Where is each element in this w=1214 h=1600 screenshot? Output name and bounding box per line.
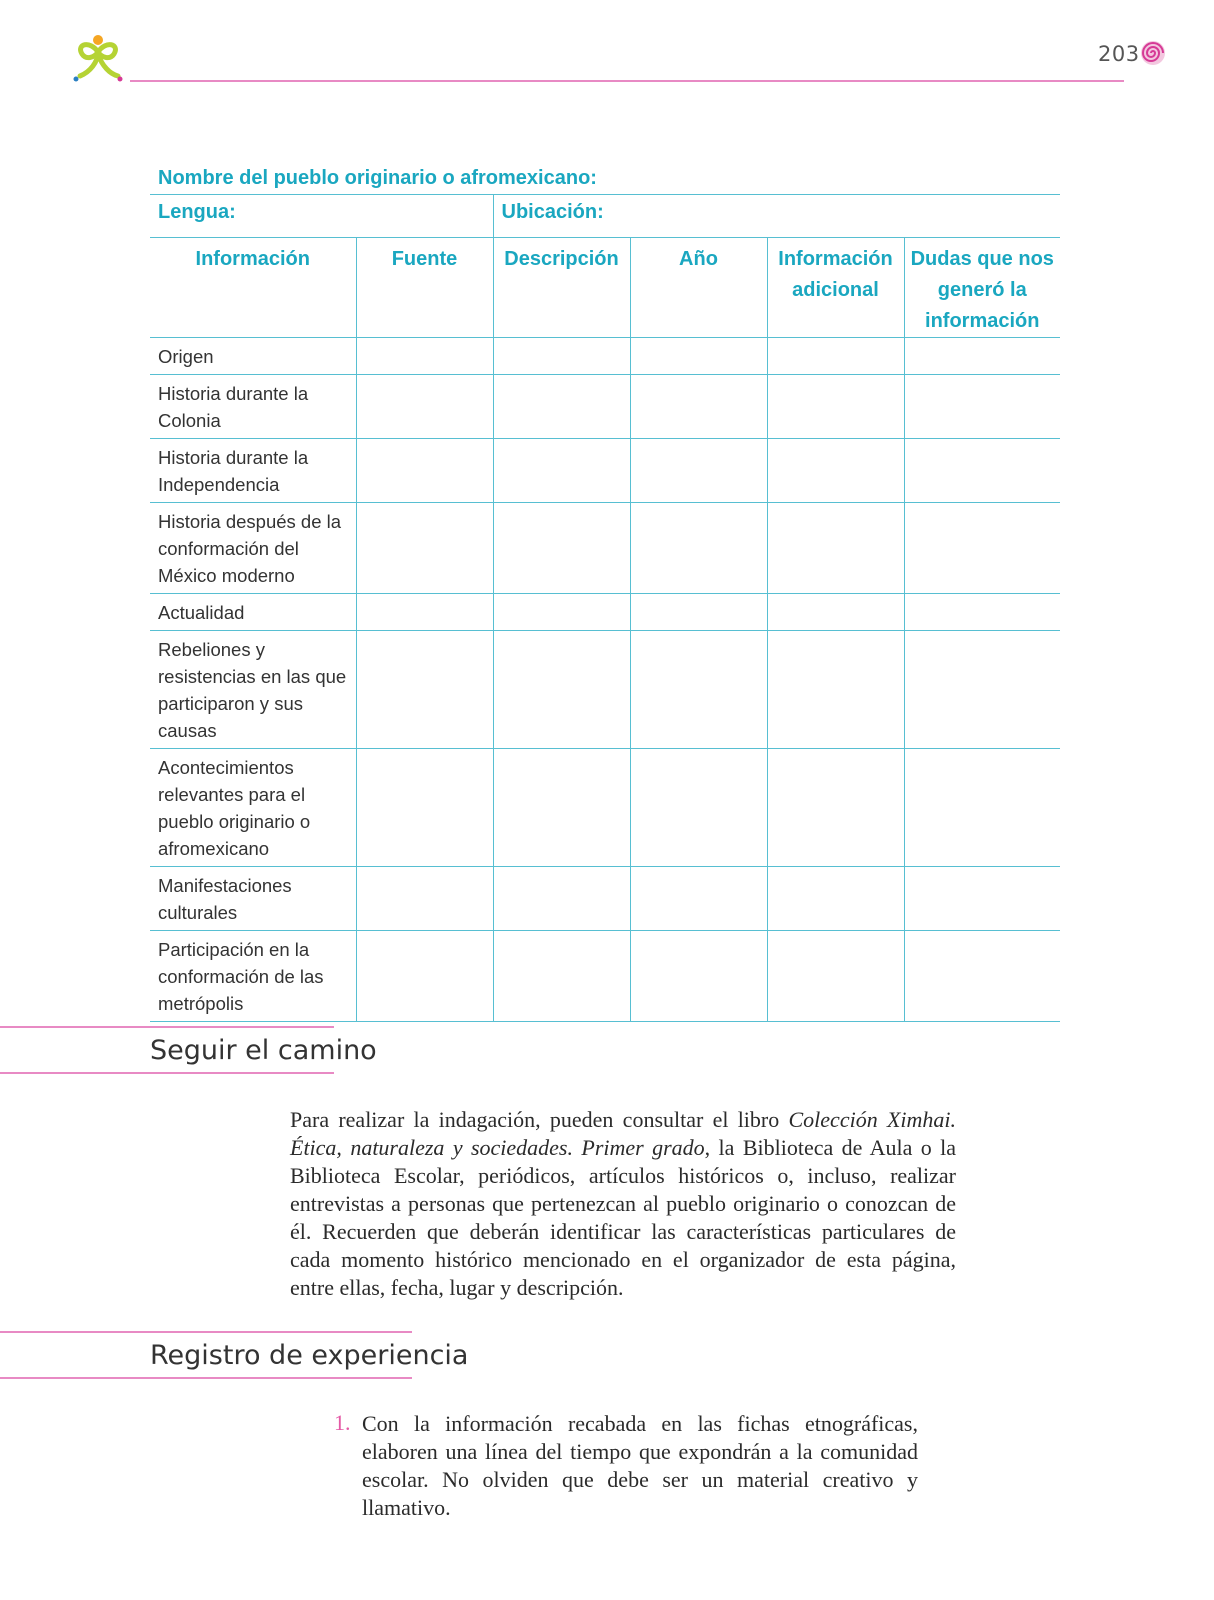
row-label: Manifestaciones culturales [150,867,356,931]
table-cell[interactable] [356,931,493,1022]
column-header: Descripción [493,238,630,338]
table-cell[interactable] [493,749,630,867]
table-cell[interactable] [767,439,904,503]
table-cell[interactable] [493,375,630,439]
registro-section-header [0,1331,469,1381]
seguir-text-end: , la Biblioteca de Aula o la Biblioteca Escolar, periódicos, artículos históricos o, incluso, realizar entrevistas a personas que pertenezcan al pueblo originario o conozcan de él. Recuerden que deberán identificar las características particulares de cada momento histórico mencionado en el organizador de esta página, entre ellas, fecha, lugar y descripción. [290,1135,956,1300]
table-cell[interactable] [356,503,493,594]
table-cell[interactable] [493,867,630,931]
table-row [150,338,1060,375]
table-cell[interactable] [356,375,493,439]
table-cell[interactable] [904,594,1060,631]
organizer-grid [150,195,1060,1022]
column-header: Dudas que nos generó la información [904,238,1060,338]
organizer-title: Nombre del pueblo originario o afromexicano: [150,160,1060,195]
organizer-table [150,160,1060,1022]
spiral-ornament-icon [1138,38,1168,68]
registro-title: Registro de experiencia [150,1340,469,1371]
table-cell[interactable] [356,439,493,503]
table-cell[interactable] [630,375,767,439]
column-header: Fuente [356,238,493,338]
table-row [150,594,1060,631]
table-cell[interactable] [767,594,904,631]
registro-item-text: Con la información recabada en las fichas etnográficas, elaboren una línea del tiempo que expondrán a la comunidad escolar. No olviden que debe ser un material creativo y llamativo. [362,1411,918,1520]
table-cell[interactable] [767,631,904,749]
table-cell[interactable] [904,631,1060,749]
table-row [150,749,1060,867]
table-cell[interactable] [493,931,630,1022]
seguir-section-header [0,1026,377,1076]
row-label: Historia después de la conformación del México moderno [150,503,356,594]
seguir-title: Seguir el camino [150,1035,377,1066]
flower-logo-icon [70,32,126,88]
row-label: Acontecimientos relevantes para el pueblo originario o afromexicano [150,749,356,867]
table-cell[interactable] [356,631,493,749]
table-row [150,867,1060,931]
table-cell[interactable] [630,594,767,631]
row-label: Historia durante la Independencia [150,439,356,503]
table-cell[interactable] [630,931,767,1022]
column-header: Información [150,238,356,338]
table-cell[interactable] [630,503,767,594]
table-cell[interactable] [904,375,1060,439]
row-label: Rebeliones y resistencias en las que participaron y sus causas [150,631,356,749]
table-row [150,439,1060,503]
table-cell[interactable] [767,749,904,867]
table-cell[interactable] [904,749,1060,867]
table-cell[interactable] [493,594,630,631]
table-cell[interactable] [493,631,630,749]
list-item-number: 1. [334,1410,351,1435]
table-cell[interactable] [630,749,767,867]
book-title: Colección Ximhai. Ética, naturaleza y sociedades. Primer grado [290,1107,956,1160]
table-cell[interactable] [767,931,904,1022]
table-cell[interactable] [630,439,767,503]
seguir-paragraph [290,1106,956,1302]
table-cell[interactable] [767,338,904,375]
table-row [150,631,1060,749]
row-label: Historia durante la Colonia [150,375,356,439]
lengua-label: Lengua: [150,195,493,238]
seguir-text-start: Para realizar la indagación, pueden consultar el libro [290,1107,789,1132]
ubicacion-label: Ubicación: [493,195,1060,238]
row-label: Participación en la conformación de las metrópolis [150,931,356,1022]
table-cell[interactable] [904,867,1060,931]
table-row [150,931,1060,1022]
table-cell[interactable] [767,503,904,594]
row-label: Actualidad [150,594,356,631]
table-cell[interactable] [904,439,1060,503]
row-label: Origen [150,338,356,375]
header-rule [130,80,1124,82]
table-cell[interactable] [904,503,1060,594]
table-cell[interactable] [630,338,767,375]
table-cell[interactable] [767,375,904,439]
table-cell[interactable] [493,439,630,503]
table-row [150,503,1060,594]
page-number: 203 [1098,42,1140,66]
table-cell[interactable] [493,503,630,594]
table-cell[interactable] [630,631,767,749]
table-cell[interactable] [356,594,493,631]
table-cell[interactable] [904,338,1060,375]
table-cell[interactable] [493,338,630,375]
column-header: Información adicional [767,238,904,338]
table-cell[interactable] [904,931,1060,1022]
table-cell[interactable] [356,338,493,375]
table-cell[interactable] [356,867,493,931]
column-header: Año [630,238,767,338]
table-cell[interactable] [767,867,904,931]
table-cell[interactable] [630,867,767,931]
table-cell[interactable] [356,749,493,867]
table-row [150,375,1060,439]
